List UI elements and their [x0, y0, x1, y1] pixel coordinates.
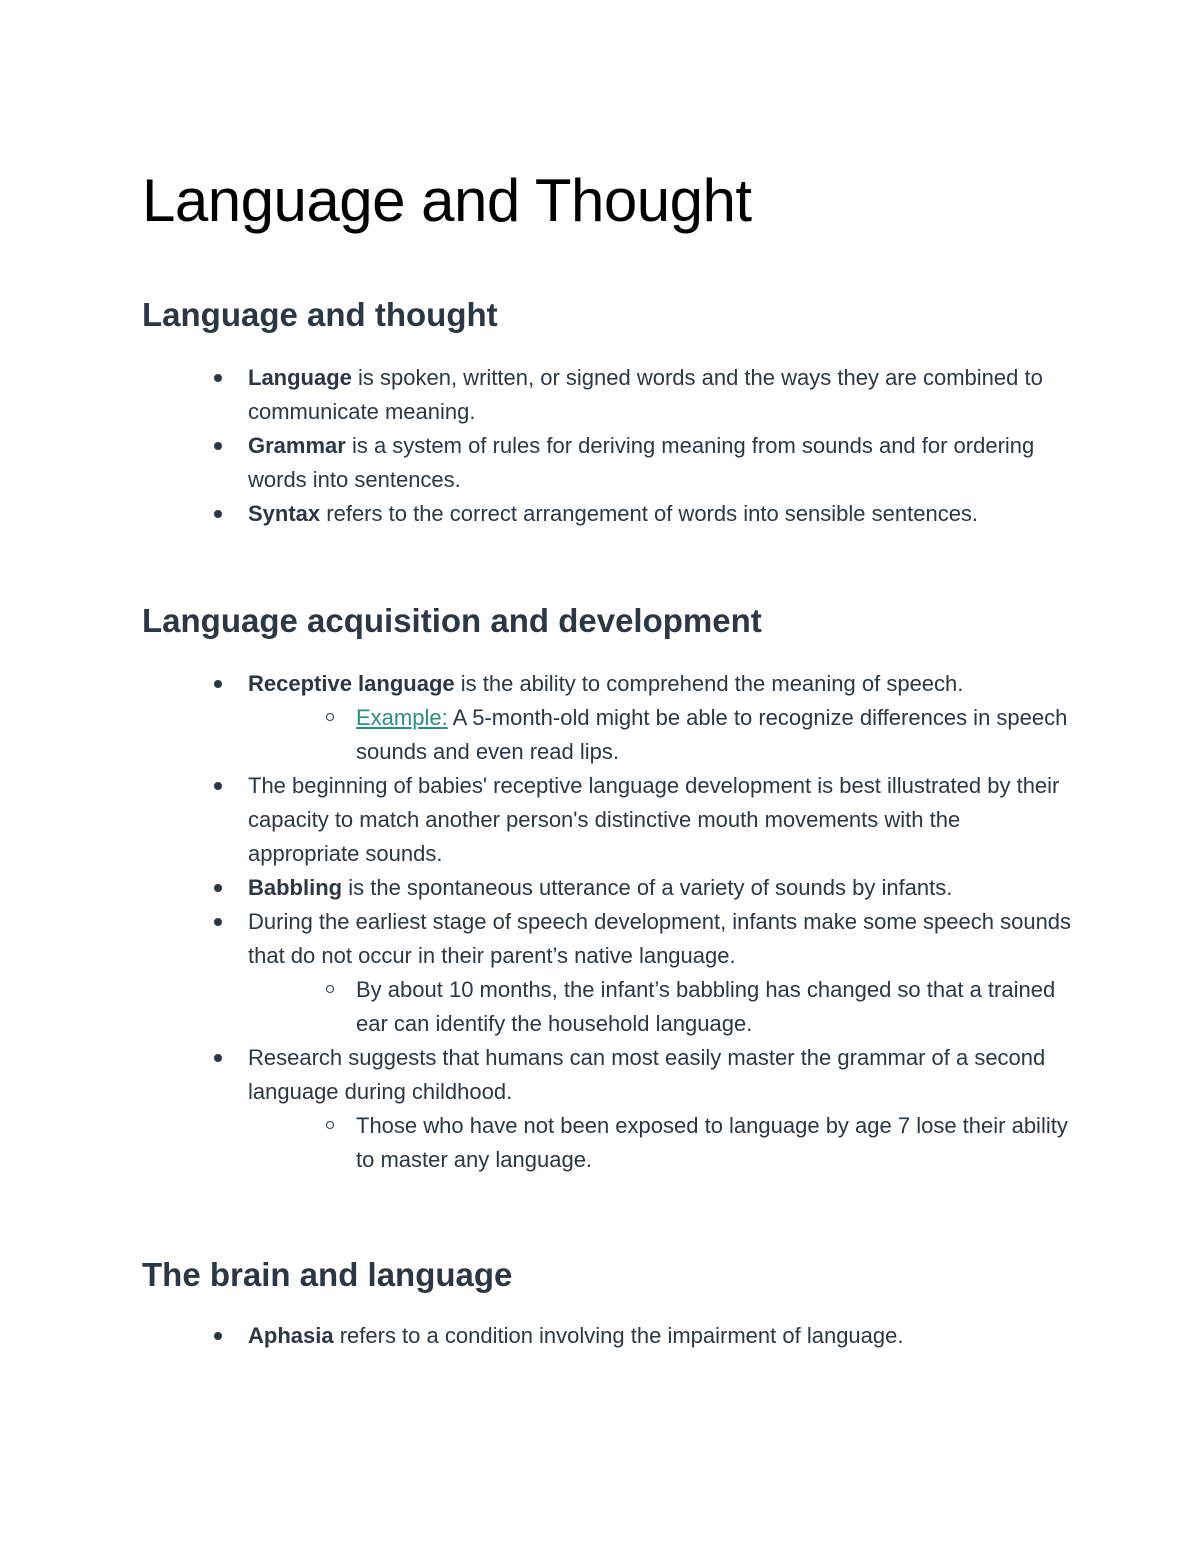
- bullet-dot-icon: [214, 510, 222, 518]
- term: Language: [248, 365, 352, 390]
- document-page: [142, 165, 1072, 1353]
- sub-item-text: Those who have not been exposed to language by age 7 lose their ability to master any language.: [356, 1113, 1068, 1172]
- item-text: During the earliest stage of speech development, infants make some speech sounds that do not occur in their parent’s native language.: [248, 909, 1072, 968]
- bullet-dot-icon: [214, 782, 222, 790]
- document-title: Language and Thought: [142, 167, 752, 234]
- bullet-dot-icon: [214, 1054, 222, 1062]
- definition: refers to the correct arrangement of words into sensible sentences.: [320, 501, 979, 526]
- bullet-dot-icon: [214, 918, 222, 926]
- bullet-dot-icon: [214, 680, 222, 688]
- term: Babbling: [248, 875, 343, 900]
- bullet-circle-icon: [326, 713, 334, 721]
- sub-item-text: By about 10 months, the infant’s babbling has changed so that a trained ear can identify the household language.: [356, 977, 1056, 1036]
- list-item: [142, 429, 1072, 497]
- sub-list-container: [142, 973, 1072, 1041]
- bullet-dot-icon: [214, 374, 222, 382]
- term: Receptive language: [248, 671, 455, 696]
- sub-bullet-list: [142, 973, 1072, 1041]
- sub-item-text: A 5-month-old might be able to recognize differences in speech sounds and even read lips.: [356, 705, 1068, 764]
- definition: is the spontaneous utterance of a variety of sounds by infants.: [342, 875, 953, 900]
- list-item: [142, 769, 1072, 871]
- sub-list-item: [142, 1109, 1072, 1177]
- definition: is the ability to comprehend the meaning of speech.: [454, 671, 964, 696]
- bullet-list: [142, 361, 1072, 531]
- sub-bullet-list: [142, 701, 1072, 769]
- list-item: [142, 361, 1072, 429]
- definition: is spoken, written, or signed words and the ways they are combined to communicate meaning.: [248, 365, 1043, 424]
- list-item: [142, 1041, 1072, 1109]
- list-item: [142, 497, 1072, 531]
- list-item: [142, 1319, 1072, 1353]
- bullet-dot-icon: [214, 1332, 222, 1340]
- bullet-dot-icon: [214, 884, 222, 892]
- section-heading: Language and thought: [142, 296, 498, 333]
- term: Syntax: [248, 501, 321, 526]
- definition: refers to a condition involving the impairment of language.: [333, 1323, 904, 1348]
- bullet-circle-icon: [326, 985, 334, 993]
- item-text: The beginning of babies' receptive language development is best illustrated by their capacity to match another person's distinctive mouth movements with the appropriate sounds.: [248, 773, 1060, 866]
- item-text: Research suggests that humans can most easily master the grammar of a second language during childhood.: [248, 1045, 1046, 1104]
- term: Grammar: [248, 433, 346, 458]
- section-heading: Language acquisition and development: [142, 602, 762, 639]
- sub-list-container: [142, 701, 1072, 769]
- sub-bullet-list: [142, 1109, 1072, 1177]
- list-item: [142, 871, 1072, 905]
- list-item: [142, 667, 1072, 701]
- example-link[interactable]: Example:: [356, 705, 448, 730]
- sub-list-item: [142, 973, 1072, 1041]
- bullet-list: [142, 1319, 1072, 1353]
- sub-list-container: [142, 1109, 1072, 1177]
- section-heading: The brain and language: [142, 1256, 513, 1293]
- sub-list-item: [142, 701, 1072, 769]
- list-item: [142, 905, 1072, 973]
- term: Aphasia: [248, 1323, 334, 1348]
- bullet-list: [142, 667, 1072, 1177]
- bullet-circle-icon: [326, 1121, 334, 1129]
- bullet-dot-icon: [214, 442, 222, 450]
- definition: is a system of rules for deriving meaning from sounds and for ordering words into sentences.: [248, 433, 1035, 492]
